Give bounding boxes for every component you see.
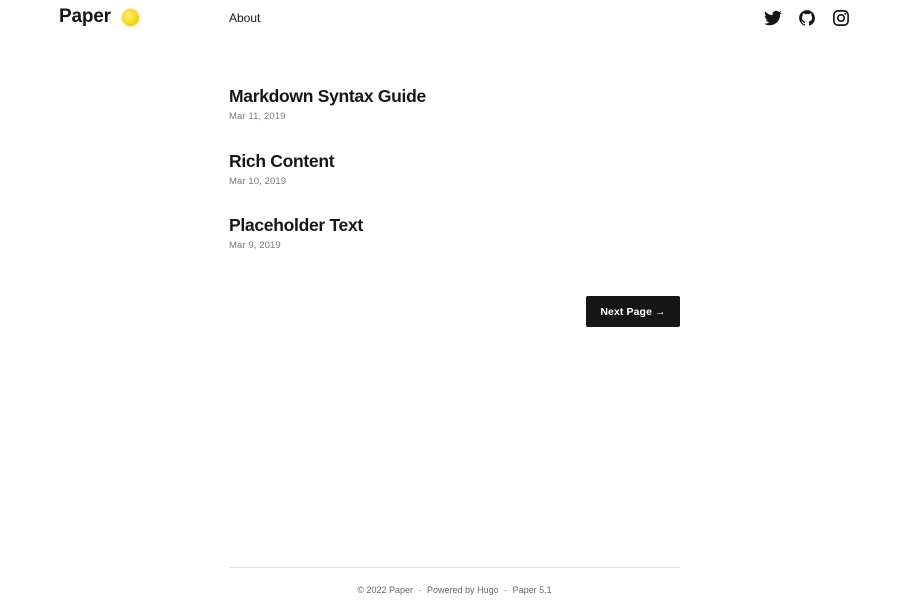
post-entry [229,151,680,216]
post-date: Mar 11, 2019 [229,111,286,122]
theme-version-link[interactable]: Paper 5.1 [512,585,552,595]
footer-powered-by: Powered by [427,585,475,595]
post-title-link[interactable]: Markdown Syntax Guide [229,86,426,106]
footer-separator: · [504,585,508,595]
sun-icon[interactable] [122,9,139,26]
post-date: Mar 9, 2019 [229,240,281,251]
twitter-icon [764,9,782,27]
twitter-link[interactable] [764,9,782,27]
post-title-link[interactable]: Placeholder Text [229,215,363,235]
github-link[interactable] [798,9,816,27]
instagram-icon [832,9,850,27]
footer-copyright: © 2022 Paper [357,585,413,595]
post-date: Mar 10, 2019 [229,175,287,187]
footer-separator: · [418,585,422,595]
footer-divider [229,567,680,568]
site-title: Paper [59,6,111,27]
github-icon [798,9,816,27]
site-title-link[interactable] [59,6,139,28]
post-entry [229,86,680,151]
post-title-link[interactable]: Rich Content [229,150,335,171]
hugo-link[interactable]: Hugo [477,585,499,595]
site-footer [229,585,680,595]
nav-item-about[interactable]: About [229,11,261,25]
post-entry [229,215,680,280]
post-list [229,86,680,280]
instagram-link[interactable] [832,9,850,27]
next-page-button[interactable]: Next Page → [586,296,680,327]
